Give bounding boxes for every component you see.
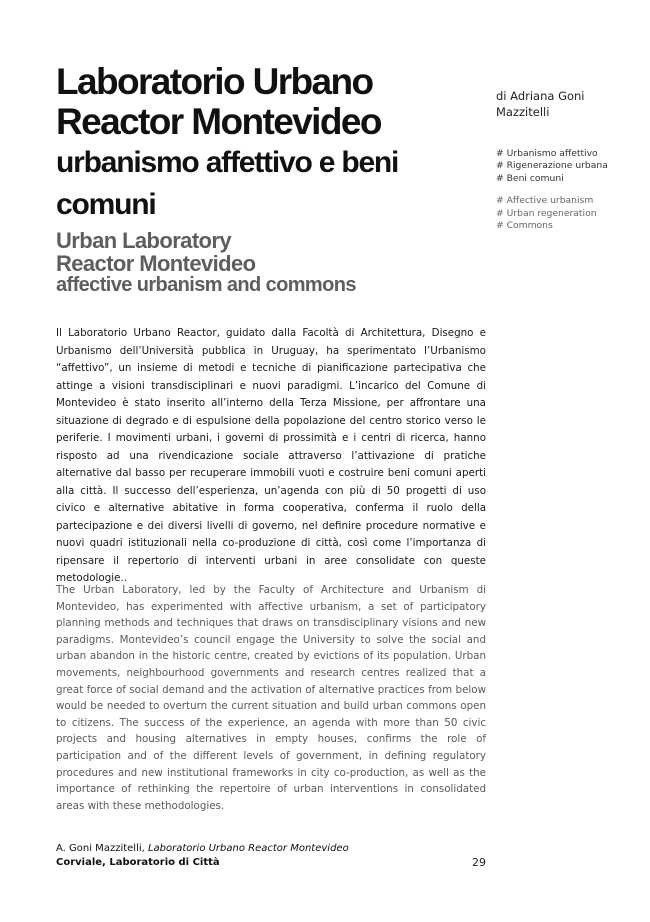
title-en-line1: Urban Laboratory <box>56 228 231 253</box>
keywords-italian <box>496 148 626 185</box>
keyword-it: # Beni comuni <box>496 172 564 184</box>
keyword-en: # Affective urbanism <box>496 195 594 207</box>
title-english <box>56 229 486 297</box>
abstract-italian: Il Laboratorio Urbano Reactor, guidato dalla Facoltà di Architettura, Disegno e Urbanismo dell’Università pubblica in Uruguay, ha sperimentato l’Urbanismo “affettivo”, un insieme di metodi e tecniche di pianificazione partecipativa che attinge a visioni transdisciplinari e nuovi paradigmi. L’incarico del Comune di Montevideo è stato inserito all’interno della Terza Missione, per affrontare una situazione di degrado e di espulsione della popolazione del centro storico verso le periferie. I movimenti urbani, i governi di prossimità e i centri di ricerca, hanno risposto ad una rivendicazione sociale attraverso l’attivazione di pratiche alternative dal basso per recuperare immobili vuoti e costruire beni comuni aperti alla città. Il successo dell’esperienza, un’agenda con più di 50 progetti di uso civico e alternative abitative in forma cooperativa, conferma il ruolo della partecipazione e dei diversi livelli di governo, nel definire procedure normative e nuovi quadri istituzionali nella co-produzione di città, così come l’importanza di ripensare il repertorio di interventi urbani in aree consolidate con queste metodologie.. <box>56 327 486 584</box>
footer-publication: Corviale, Laboratorio di Città <box>56 857 220 868</box>
keyword-en: # Urban regeneration <box>496 207 597 219</box>
title-it-line2: Reactor Montevideo <box>56 101 381 142</box>
author-line2: Mazzitelli <box>496 105 550 119</box>
keywords-english <box>496 195 626 232</box>
footer-citation <box>56 842 486 856</box>
title-it-line1: Laboratorio Urbano <box>56 61 373 102</box>
title-en-line3: affective urbanism and commons <box>56 274 356 296</box>
title-italian <box>56 62 486 226</box>
sidebar <box>496 88 626 232</box>
footer-author: A. Goni Mazzitelli, <box>56 843 148 854</box>
title-it-line3: urbanismo affettivo e beni <box>56 146 399 179</box>
keyword-en: # Commons <box>496 220 553 232</box>
title-en-line2: Reactor Montevideo <box>56 251 256 276</box>
footer-article-title: Laboratorio Urbano Reactor Montevideo <box>147 843 349 854</box>
keyword-it: # Rigenerazione urbana <box>496 160 608 172</box>
author-byline <box>496 88 626 120</box>
keyword-it: # Urbanismo affettivo <box>496 148 598 159</box>
author-line1: di Adriana Goni <box>496 89 585 103</box>
page-footer <box>56 842 486 870</box>
page-number: 29 <box>472 856 486 869</box>
title-it-line4: comuni <box>56 188 156 221</box>
abstract-english: The Urban Laboratory, led by the Faculty of Architecture and Urbanism di Montevideo, has experimented with affective urbanism, a set of participatory planning methods and techniques that draws on transdisciplinary visions and new paradigms. Montevideo’s council engage the University to solve the social and urban abandon in the historic centre, created by evictions of its population. Urban movements, neighbourhood governments and research centres realized that a great force of social demand and the activation of alternative practices from below would be needed to overturn the current situation and build urban commons open to citizens. The success of the experience, an agenda with more than 50 civic projects and housing alternatives in empty houses, confirms the role of participation and of the different levels of government, in defining regulatory procedures and new institutional frameworks in city co-production, as well as the importance of rethinking the repertoire of urban interventions in consolidated areas with these methodologies. <box>56 584 486 812</box>
